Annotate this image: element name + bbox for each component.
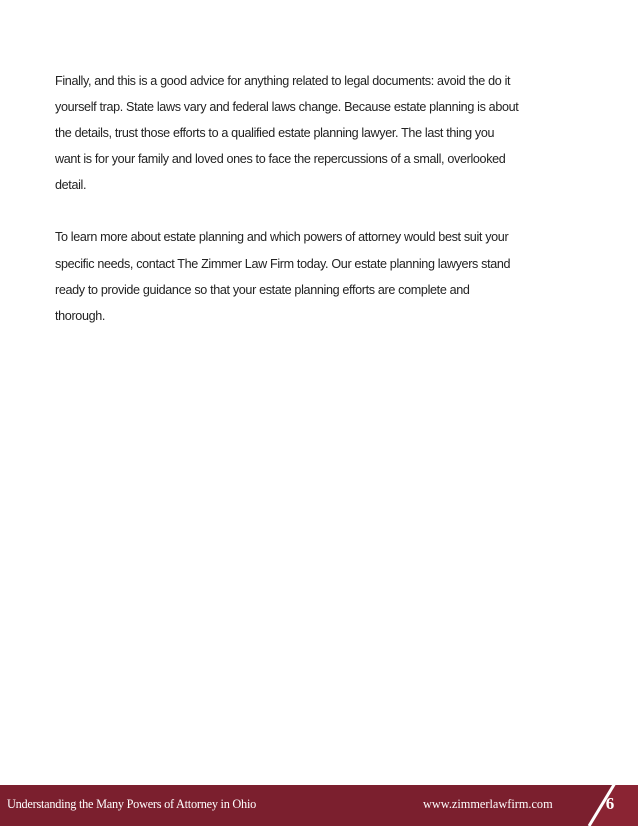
text-line: the details, trust those efforts to a qualified estate planning lawyer. The last thing you — [55, 126, 495, 141]
page-number: 6 — [605, 794, 615, 813]
body-text — [55, 68, 600, 329]
page-footer — [0, 785, 638, 826]
paragraph — [55, 68, 600, 198]
paragraph — [55, 224, 600, 328]
text-line: detail. — [55, 178, 87, 193]
footer-website-link[interactable]: www.zimmerlawfirm.com — [423, 797, 553, 811]
text-line: specific needs, contact The Zimmer Law Firm today. Our estate planning lawyers stand — [55, 256, 511, 271]
text-line: yourself trap. State laws vary and federal laws change. Because estate planning is about — [55, 100, 519, 115]
text-line: ready to provide guidance so that your estate planning efforts are complete and — [55, 282, 470, 297]
text-line: Finally, and this is a good advice for anything related to legal documents: avoid the do it — [55, 74, 511, 88]
text-line: want is for your family and loved ones to face the repercussions of a small, overlooked — [55, 152, 506, 167]
text-line: thorough. — [55, 308, 106, 323]
footer-document-title: Understanding the Many Powers of Attorney in Ohio — [7, 797, 257, 811]
text-line: To learn more about estate planning and which powers of attorney would best suit your — [55, 230, 509, 245]
